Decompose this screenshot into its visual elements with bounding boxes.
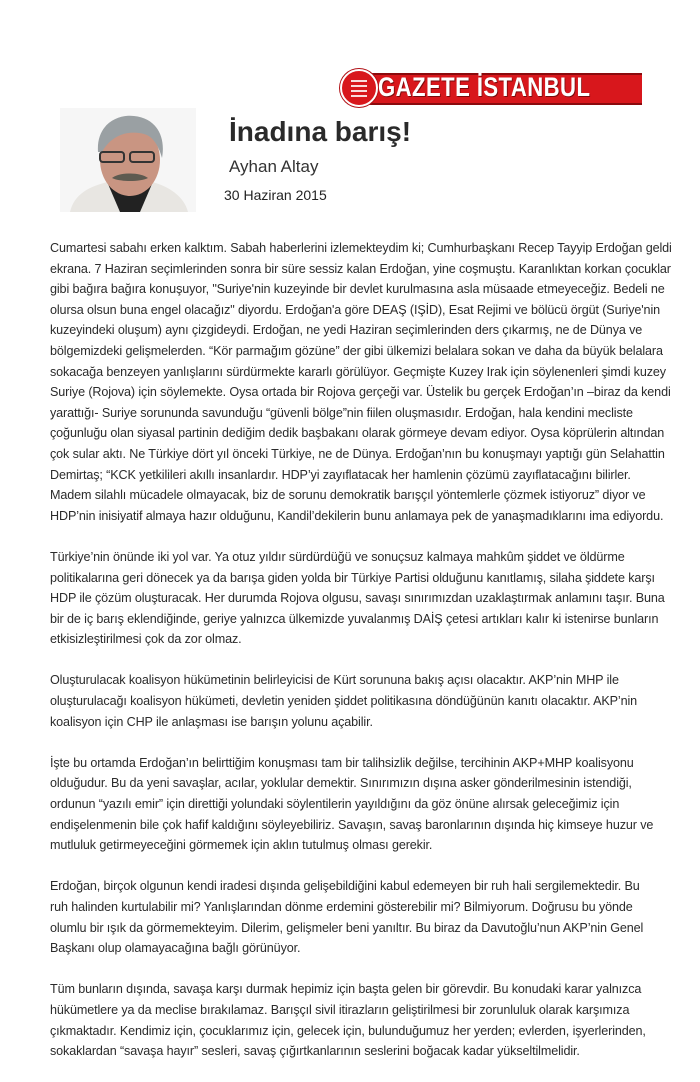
paragraph-line: HDP ile çözüm oluşturacak. Her durumda Rojova olgusu, savaşı sınırımızdan uzaklaştırmak anlamını taşır. Buna xyxy=(50,591,665,606)
paragraph-line: olduğudur. Bu da yeni savaşlar, acılar, yoklular demektir. Sınırımızın dışına asker gönderilmesinin istendiği, xyxy=(50,776,632,791)
paragraph-line: bir de iç barış eklendiğinde, geriye yalnızca ülkemizde yuvalanmış DAİŞ çetesi artıkları kalır ki istenirse bunların xyxy=(50,611,659,626)
article-date: 30 Haziran 2015 xyxy=(224,187,327,203)
paragraph-line: Türkiye’nin önünde iki yol var. Ya otuz yıldır sürdürdüğü ve sonuçsuz kalmaya mahkûm şiddet ve öldürme xyxy=(50,549,625,564)
paragraph-line: Başkanı olup olamayacağına bağlı görünüyor. xyxy=(50,941,301,956)
paragraph-line: Cumartesi sabahı erken kalktım. Sabah haberlerini izlemekteydim ki; Cumhurbaşkanı Recep Tayyip Erdoğan geldi xyxy=(50,241,672,255)
article-paragraph xyxy=(50,547,690,650)
paragraph-line: çok sular aktı. Ne Türkiye dört yıl önceki Türkiye, ne de Dünya. Erdoğan’nın bu konuşmayı yaptığı gün Selahattin xyxy=(50,446,665,461)
paragraph-line: yarattığı- Suriye sorununda savunduğu “güvenli bölge”nin fiilen oluşmasıdır. Erdoğan, hala kendini mecliste xyxy=(50,405,633,420)
article-paragraph xyxy=(50,670,690,732)
paragraph-line: Madem silahlı mücadele olmayacak, biz de sorunu demokratik barışçıl yöntemlerle çözmek istiyoruz” diyor ve xyxy=(50,488,646,503)
paragraph-line: sokacağa benzeyen yanlışlarını sürdürmekte kararlı görülüyor. Geçmişte Kuzey Irak için söylenenleri şimdi kuzey xyxy=(50,364,666,379)
paragraph-line: Erdoğan, birçok olgunun kendi iradesi dışında gelişebildiğini kabul edemeyen bir ruh hali sergilemektedir. Bu xyxy=(50,879,640,894)
paragraph-line: ruh halinden kurtulabilir mi? Yanlışlarından dönme erdemini gösterebilir mi? Bilmiyorum. Doğrusu bu yönde xyxy=(50,900,633,914)
article-paragraph xyxy=(50,753,690,856)
author-portrait-icon xyxy=(60,108,196,212)
article-title: İnadına barış! xyxy=(229,116,412,147)
paragraph-line: çıkmaktadır. Kendimiz için, çocuklarımız için, gelecek için, bulunduğumuz her yerden; evlerden, işyerlerinden, xyxy=(50,1023,646,1038)
paragraph-line: gibi bağıra bağıra konuşuyor, "Suriye'nin kuzeyinde bir devlet kurulmasına asla müsaade etmeyeceğiz. Bedeli ne xyxy=(50,282,665,297)
paragraph-line: HDP’nin inisiyatif almaya hazır olduğunu, Kandil’dekilerin bunu anlamaya pek de yanaşmadıklarını ima ediyordu. xyxy=(50,508,664,523)
paragraph-line: çoğunluğu olan siyasal partinin dediğim dedik başbakanı olarak görmeye devam ediyor. Oysa köprülerin altından xyxy=(50,426,665,441)
paragraph-line: ordunun “yazılı emir” için direttiği yolundaki söylentilerin yayıldığını da göz önüne alırsak geleceğimiz için xyxy=(50,797,620,812)
article-paragraph xyxy=(50,979,690,1061)
article-paragraph xyxy=(50,238,690,526)
paragraph-line: Tüm bunların dışında, savaşa karşı durmak hepimiz için başta gelen bir görevdir. Bu konudaki karar yalnızca xyxy=(50,982,642,997)
article-body xyxy=(50,238,690,1082)
paragraph-line: olursa olsun buna engel olacağız" diyordu. Erdoğan'a göre DEAŞ (IŞİD), Esat Rejimi ve bölücü örgüt (Suriye'nin xyxy=(50,302,661,317)
paragraph-line: koalisyon için CHP ile anlaşması ise barışın yolunu açabilir. xyxy=(50,714,373,729)
paragraph-line: Demirtaş; “KCK yetkilileri akıllı insanlardır. HDP’yi zayıflatacak her hamlenin çözümü zayıflatacağını bilirler. xyxy=(50,467,631,482)
paragraph-line: etkisizleştirilmesi çok da zor olmaz. xyxy=(50,632,242,647)
article-paragraph xyxy=(50,876,690,958)
paragraph-line: Oluşturulacak koalisyon hükümetinin belirleyicisi de Kürt sorununa bakış açısı olacaktır. AKP’nin MHP ile xyxy=(50,673,619,688)
paragraph-line: İşte bu ortamda Erdoğan’ın belirttiğim konuşması tam bir talihsizlik değilse, tercihinin AKP+MHP koalisyonu xyxy=(50,755,634,770)
paragraph-line: ekrana. 7 Haziran seçimlerinden sonra bir süre sessiz kalan Erdoğan, yine coşmuştu. Karanlıktan korkan çocuklar xyxy=(50,261,671,276)
author-photo xyxy=(60,108,196,212)
paragraph-line: bölgemizdeki gelişmelerden. “Kör parmağım gözüne” der gibi ülkemizi belalara sokan ve daha da büyük belalara xyxy=(50,343,663,358)
paragraph-line: olumlu bir ışık da görmemekteyim. Dilerim, gelişmeler beni yanıltır. Bu biraz da Davutoğlu’nun AKP’nin Genel xyxy=(50,920,644,935)
paragraph-line: kuzeyindeki oluşum) aynı çizgideydi. Erdoğan, ne yedi Haziran seçimlerinden ders çıkarmış, ne de Dünya ve xyxy=(50,323,643,338)
paragraph-line: endişelenmenin bile çok hafif kaldığını söyleyebiliriz. Savaşın, savaş baronlarının dışında hiç kimseye huzur ve xyxy=(50,817,654,832)
gazete-istanbul-logo xyxy=(340,69,642,105)
paragraph-line: oluşturulacağı koalisyon hükümeti, devletin yeniden şiddet politikasına döndüğünün kanıtı olacaktır. AKP’nin xyxy=(50,694,638,709)
logo-text: GAZETE İSTANBUL xyxy=(378,72,591,102)
paragraph-line: mutluluk getirmeyeceğini görmemek için aklın tutulmuş olması gerekir. xyxy=(50,838,433,853)
paragraph-line: Suriye (Rojova) için söylemekte. Oysa ortada bir Rojova gerçeği var. Üstelik bu gerçek Erdoğan’ın –biraz da kendi xyxy=(50,385,671,400)
paragraph-line: hükümetlere ya da meclise bırakılamaz. Barışçıl sivil itirazların geliştirilmesi bir zorunluluk olarak karşımıza xyxy=(50,1002,630,1017)
paragraph-line: politikalarına geri dönecek ya da barışa giden yolda bir Türkiye Partisi olduğunu kanıtlamış, silaha şiddete karşı xyxy=(50,570,655,585)
paragraph-line: sokaklardan “savaşa hayır” sesleri, savaş çığırtkanlarının seslerini boğacak kadar yükseltilmelidir. xyxy=(50,1044,580,1059)
article-author: Ayhan Altay xyxy=(229,157,319,176)
logo-seal-icon xyxy=(340,69,378,107)
